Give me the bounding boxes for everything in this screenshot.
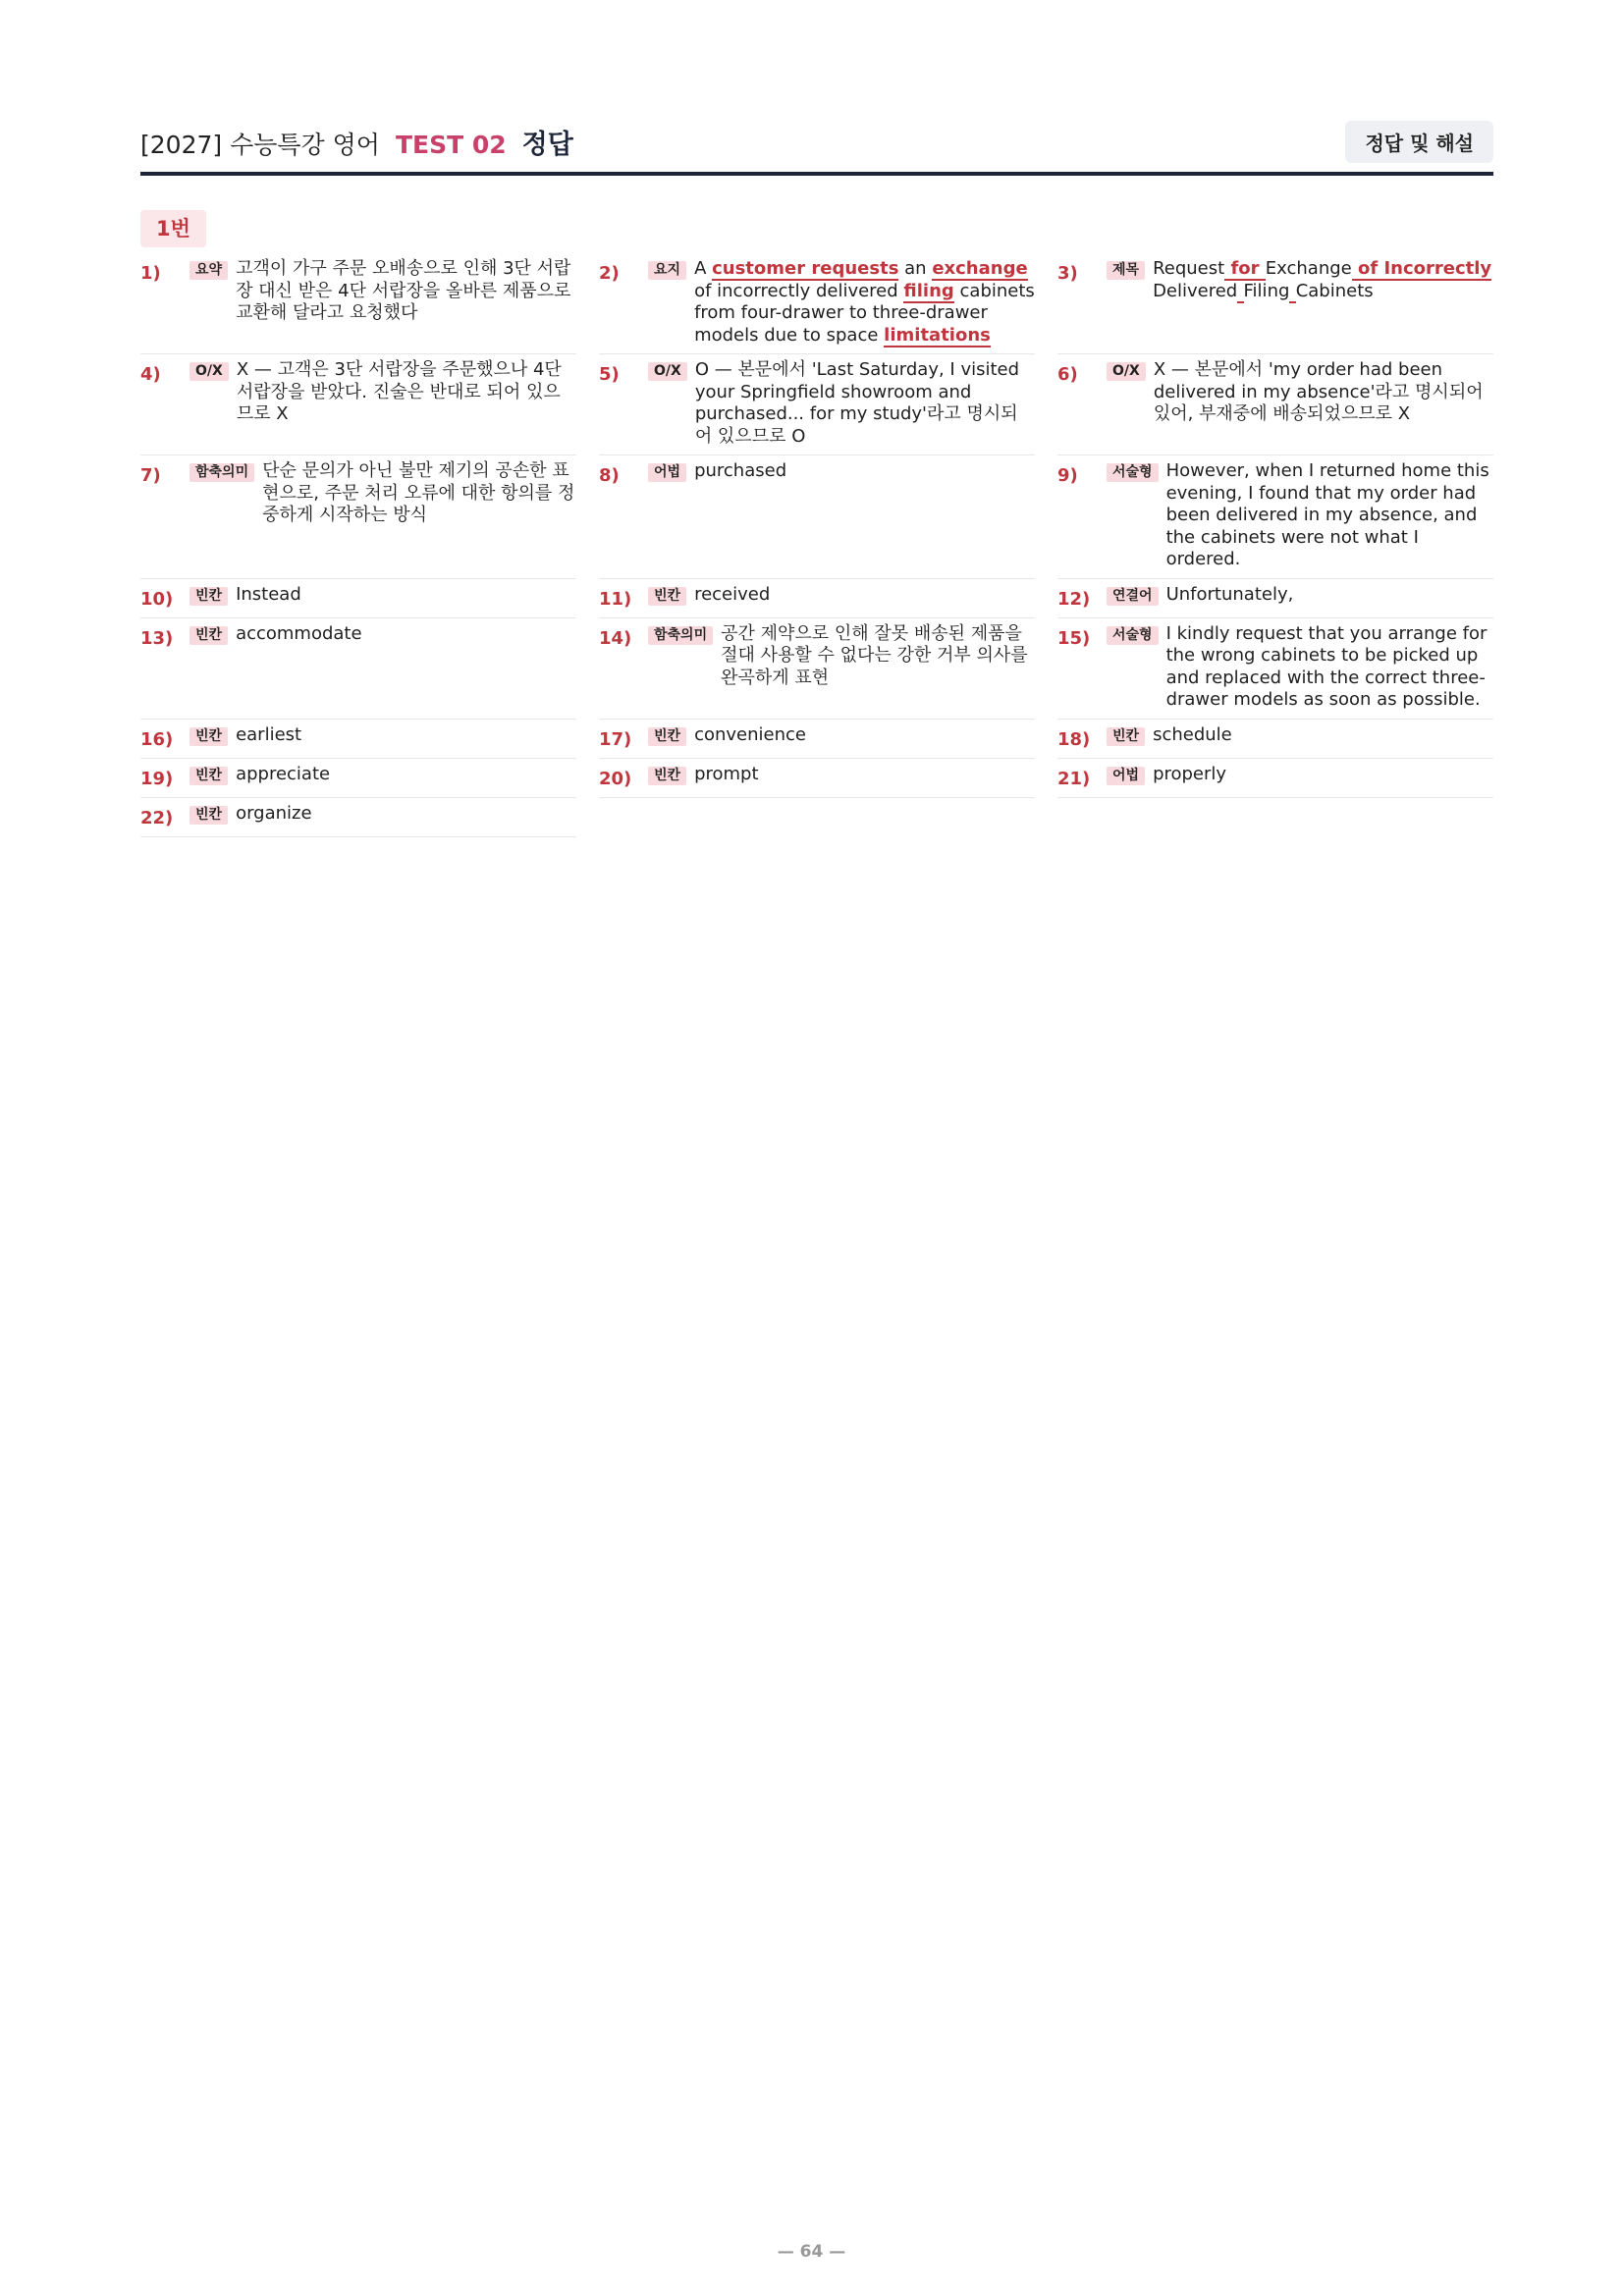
keyword-highlight: customer requests	[712, 258, 899, 279]
keyword-highlight: of Incorrectly	[1351, 258, 1492, 279]
keyword-highlight: limitations	[884, 324, 991, 346]
answer-text: prompt	[694, 763, 759, 784]
answer-number: 21)	[1057, 768, 1091, 789]
answer-number: 6)	[1057, 364, 1078, 385]
answer-text-segment: an	[898, 258, 933, 279]
answer-item	[599, 618, 1035, 720]
answer-text-segment: A	[694, 258, 713, 279]
title-main: 정답	[521, 129, 573, 160]
header-divider	[140, 172, 1493, 176]
answer-tag: 빈칸	[648, 767, 686, 785]
answer-item	[1057, 253, 1493, 354]
page-number: — 64 —	[777, 2242, 846, 2262]
answer-text: purchased	[694, 460, 787, 481]
answer-text-segment: Cabinets	[1295, 280, 1374, 301]
answer-text: O — 본문에서 'Last Saturday, I visited your Springfield showroom and purchased... for my study'라고 명시되어 있으므로 O	[694, 359, 1020, 447]
answer-text: X — 고객은 3단 서랍장을 주문했으나 4단 서랍장을 받았다. 진술은 반대로 되어 있으므로 X	[236, 359, 562, 424]
answer-text: X — 본문에서 'my order had been delivered in my absence'라고 명시되어 있어, 부재중에 배송되었으므로 X	[1153, 359, 1484, 424]
answer-item	[140, 618, 576, 720]
answer-tag: 요약	[189, 261, 228, 280]
answer-item	[140, 798, 576, 837]
page-title	[140, 123, 573, 161]
answer-text-segment: of incorrectly delivered	[694, 280, 904, 301]
answer-tag: 연결어	[1107, 587, 1159, 606]
answer-number: 17)	[599, 728, 632, 750]
answer-tag: 빈칸	[648, 587, 686, 606]
answer-number: 4)	[140, 364, 161, 385]
keyword-highlight: for	[1224, 258, 1266, 279]
answer-number: 10)	[140, 588, 174, 610]
answer-item	[140, 759, 576, 798]
answer-item	[1057, 618, 1493, 720]
answer-text-segment: Filing	[1243, 280, 1290, 301]
answer-item	[140, 354, 576, 455]
answer-number: 18)	[1057, 728, 1091, 750]
answer-item	[1057, 579, 1493, 618]
answer-text: appreciate	[236, 763, 331, 784]
answer-number: 9)	[1057, 465, 1078, 486]
answer-number: 14)	[599, 627, 632, 649]
answer-number: 11)	[599, 588, 632, 610]
answer-tag: 빈칸	[189, 727, 228, 746]
answer-text: 단순 문의가 아닌 불만 제기의 공손한 표현으로, 주문 처리 오류에 대한 항의를 정중하게 시작하는 방식	[262, 460, 575, 525]
answer-item	[1057, 720, 1493, 759]
title-prefix: [2027] 수능특강 영어	[140, 130, 380, 159]
answer-text-segment: Request	[1153, 258, 1225, 279]
answer-text-segment: cabinets from four-drawer to three-drawer models due to space	[694, 280, 1035, 346]
answer-item	[599, 579, 1035, 618]
answer-item	[599, 759, 1035, 798]
answer-number: 12)	[1057, 588, 1091, 610]
answer-tag: 빈칸	[1107, 727, 1145, 746]
answer-number: 19)	[140, 768, 174, 789]
answer-number: 22)	[140, 807, 174, 828]
header-badge: 정답 및 해설	[1345, 121, 1493, 163]
keyword-highlight: exchange	[932, 258, 1028, 279]
answer-text: Instead	[236, 583, 301, 605]
answer-text: 공간 제약으로 인해 잘못 배송된 제품을 절대 사용할 수 없다는 강한 거부 의사를 완곡하게 표현	[721, 622, 1028, 688]
answer-number: 15)	[1057, 627, 1091, 649]
answer-item	[140, 455, 576, 579]
answer-item	[1057, 455, 1493, 579]
answer-item	[1057, 759, 1493, 798]
answer-tag: 서술형	[1107, 463, 1159, 482]
answer-number: 1)	[140, 263, 161, 284]
answer-text	[1153, 258, 1493, 302]
answer-item	[140, 579, 576, 618]
answer-number: 20)	[599, 768, 632, 789]
answer-tag: 빈칸	[189, 587, 228, 606]
answer-tag: 어법	[648, 463, 686, 482]
answer-text: accommodate	[236, 622, 362, 644]
answer-grid	[140, 253, 1493, 837]
answer-tag: 빈칸	[648, 727, 686, 746]
answer-text: I kindly request that you arrange for the wrong cabinets to be picked up and replaced with the correct three-drawer models as soon as possible.	[1165, 622, 1488, 710]
answer-tag: 제목	[1107, 261, 1145, 280]
answer-text: However, when I returned home this evening, I found that my order had been delivered in my absence, and the cabinets were not what I ordered.	[1165, 460, 1489, 569]
answer-text: Unfortunately,	[1165, 583, 1294, 605]
answer-text: schedule	[1153, 723, 1232, 745]
answer-number: 16)	[140, 728, 174, 750]
answer-text	[694, 258, 1035, 347]
section-label: 1번	[140, 210, 206, 247]
answer-tag: 서술형	[1107, 626, 1159, 645]
keyword-highlight: filing	[903, 280, 954, 301]
page-header	[140, 116, 1493, 167]
answer-item	[599, 455, 1035, 579]
answer-text: 고객이 가구 주문 오배송으로 인해 3단 서랍장 대신 받은 4단 서랍장을 올바른 제품으로 교환해 달라고 요청했다	[236, 258, 571, 323]
answer-item	[599, 253, 1035, 354]
answer-number: 13)	[140, 627, 174, 649]
answer-text: received	[694, 583, 771, 605]
answer-item	[1057, 354, 1493, 455]
answer-text: earliest	[236, 723, 302, 745]
answer-text: convenience	[694, 723, 806, 745]
answer-number: 7)	[140, 465, 161, 486]
answer-tag: 빈칸	[189, 626, 228, 645]
answer-text: properly	[1153, 763, 1227, 784]
answer-item	[599, 354, 1035, 455]
answer-tag: 요지	[648, 261, 686, 280]
answer-tag: O/X	[648, 362, 687, 381]
answer-number: 2)	[599, 263, 620, 284]
answer-item	[140, 253, 576, 354]
answer-tag: 함축의미	[189, 463, 254, 482]
answer-tag: 어법	[1107, 767, 1145, 785]
answer-text-segment: Delivered	[1153, 280, 1238, 301]
answer-text-segment: Exchange	[1265, 258, 1352, 279]
answer-item	[140, 720, 576, 759]
answer-number: 3)	[1057, 263, 1078, 284]
answer-tag: 함축의미	[648, 626, 713, 645]
title-test: TEST 02	[395, 130, 507, 159]
answer-number: 5)	[599, 364, 620, 385]
answer-tag: O/X	[189, 362, 229, 381]
answer-number: 8)	[599, 465, 620, 486]
answer-tag: O/X	[1107, 362, 1146, 381]
answer-tag: 빈칸	[189, 806, 228, 825]
answer-item	[599, 720, 1035, 759]
answer-tag: 빈칸	[189, 767, 228, 785]
answer-text: organize	[236, 802, 312, 824]
